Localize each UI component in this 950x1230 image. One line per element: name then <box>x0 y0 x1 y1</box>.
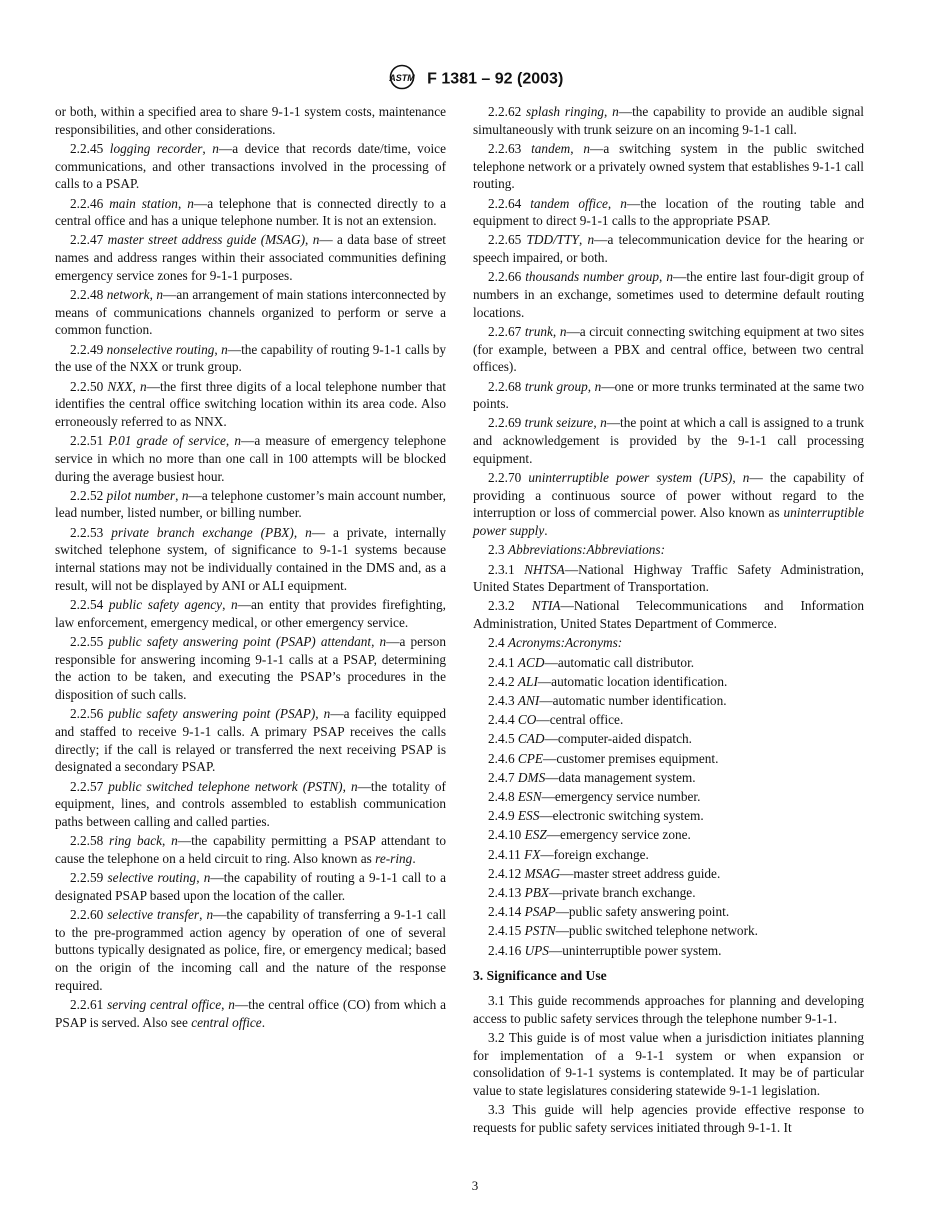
term: private branch exchange (PBX) <box>111 524 294 540</box>
abbreviation-item: 2.4.13 PBX—private branch exchange. <box>488 885 696 901</box>
definition-paragraph: 2.2.67 trunk, n—a circuit connecting switching equipment at two sites (for example, between a PBX and central office, between two central offices). <box>473 323 864 375</box>
definition-paragraph: 2.2.46 main station, n—a telephone that is connected directly to a central office and has a unique telephone number. It is not an extension. <box>55 195 446 229</box>
abbreviation-item: 2.4.5 CAD—computer-aided dispatch. <box>488 731 692 747</box>
abbreviations-heading-label: Abbreviations:Abbreviations: <box>507 542 666 558</box>
definition-paragraph: 2.2.70 uninterruptible power system (UPS), n— the capability of providing a continuous source of power without regard to the interruption or loss of commercial power. Also known as uninterruptible power supply. <box>473 470 864 539</box>
part-of-speech: n <box>231 596 238 612</box>
term: splash ringing <box>526 104 604 119</box>
term: pilot number <box>106 487 176 503</box>
astm-logo-icon <box>387 64 417 95</box>
section-paragraph: 3.1 This guide recommends approaches for planning and developing access to public safety services through the telephone number 9-1-1. <box>473 993 864 1026</box>
term: thousands number group <box>525 269 660 285</box>
abbreviation: NTIA <box>531 598 561 614</box>
acronyms-heading: 2.4 Acronyms:Acronyms: <box>488 635 623 651</box>
abbreviations-heading: 2.3 Abbreviations:Abbreviations: <box>488 542 666 558</box>
abbreviation: ESZ <box>524 827 547 843</box>
part-of-speech: n <box>228 996 235 1012</box>
part-of-speech: n <box>171 833 178 849</box>
abbreviation: FX <box>524 846 541 862</box>
abbreviation-item: 2.4.14 PSAP—public safety answering point. <box>488 904 730 920</box>
term: tandem office <box>530 195 608 211</box>
term: public safety answering point (PSAP) attendant <box>108 633 372 649</box>
term: selective routing <box>107 870 197 886</box>
abbreviation-item: 2.4.16 UPS—uninterruptible power system. <box>488 942 722 958</box>
part-of-speech: n <box>594 378 602 394</box>
cross-reference: re-ring <box>375 850 413 866</box>
page-header <box>0 64 950 95</box>
abbreviation: PBX <box>524 885 549 901</box>
definition-paragraph: 2.2.59 selective routing, n—the capability of routing a 9-1-1 call to a designated PSAP based upon the location of the caller. <box>55 870 446 903</box>
abbreviation-item: 2.4.4 CO—central office. <box>488 712 624 728</box>
document-designation: F 1381 – 92 (2003) <box>427 70 564 88</box>
definition-paragraph: 2.2.55 public safety answering point (PSAP) attendant, n—a person responsible for answering incoming 9-1-1 calls at a PSAP, determining the action to be taken, and executing the PSAP’s procedures in the disposition of such calls. <box>55 633 446 702</box>
abbreviation: CPE <box>517 750 544 766</box>
abbreviation-item: 2.3.2 NTIA—National Telecommunications and Information Administration, United States Department of Commerce. <box>473 598 864 632</box>
cross-reference: uninterruptible power supply <box>473 505 864 539</box>
term: tandem <box>531 140 571 156</box>
part-of-speech: n <box>305 524 312 540</box>
definition-paragraph: 2.2.66 thousands number group, n—the entire last four-digit group of numbers in an exchange, sometimes used to determine default routing locations. <box>473 269 864 320</box>
abbreviation-item: 2.4.12 MSAG—master street address guide. <box>488 865 721 881</box>
part-of-speech: n <box>221 341 228 357</box>
definition-paragraph: 2.2.54 public safety agency, n—an entity that provides firefighting, law enforcement, emergency medical, or other emergency service. <box>55 596 446 630</box>
part-of-speech: n <box>156 287 164 303</box>
term: trunk <box>524 323 553 339</box>
part-of-speech: n <box>139 378 147 394</box>
abbreviation-item: 2.4.7 DMS—data management system. <box>488 769 696 785</box>
part-of-speech: n <box>312 232 320 248</box>
part-of-speech: n <box>212 140 219 156</box>
part-of-speech: n <box>583 140 591 156</box>
definition-paragraph: 2.2.62 splash ringing, n—the capability to provide an audible signal simultaneously with trunk seizure on an incoming 9-1-1 call. <box>473 104 864 137</box>
part-of-speech: n <box>323 706 331 722</box>
term: public switched telephone network (PSTN) <box>108 778 343 794</box>
page-number: 3 <box>471 1178 479 1193</box>
definition-paragraph: 2.2.48 network, n—an arrangement of main stations interconnected by means of communications channels organized to perform or serve a common function. <box>55 287 446 338</box>
abbreviation-item: 2.4.11 FX—foreign exchange. <box>488 846 649 862</box>
term: master street address guide (MSAG) <box>107 232 306 248</box>
part-of-speech: n <box>203 870 211 886</box>
definition-paragraph: 2.2.60 selective transfer, n—the capability of transferring a 9-1-1 call to the pre-programmed action agency by operation of one of several buttons typically designated as police, fire, or emergency medical; based on the origin of the incoming call and the nature of the response required. <box>55 906 446 993</box>
part-of-speech: n <box>600 415 607 431</box>
term: NXX <box>107 378 133 394</box>
term: P.01 grade of service <box>108 433 226 449</box>
definition-paragraph: 2.2.52 pilot number, n—a telephone customer’s main account number, lead number, listed number, or billing number. <box>55 487 446 521</box>
abbreviation: CAD <box>517 731 545 747</box>
part-of-speech: n <box>612 104 619 119</box>
abbreviation: ACD <box>517 654 545 670</box>
part-of-speech: n <box>559 323 567 339</box>
term: logging recorder <box>109 140 203 156</box>
part-of-speech: n <box>666 269 674 285</box>
definition-paragraph: 2.2.47 master street address guide (MSAG), n— a data base of street names and address ranges within their associated communities defining emergency service zones for 9-1-1 purposes. <box>55 232 446 283</box>
term: serving central office <box>107 996 222 1012</box>
definition-paragraph: 2.2.57 public switched telephone network (PSTN), n—the totality of equipment, lines, and controls assembled to establish communication paths between calling and called parties. <box>55 778 446 829</box>
part-of-speech: n <box>587 232 595 248</box>
abbreviation-item: 2.4.1 ACD—automatic call distributor. <box>488 654 695 670</box>
abbreviation: CO <box>517 712 537 728</box>
right-column <box>473 103 864 1138</box>
part-of-speech: n <box>206 906 214 922</box>
part-of-speech: n <box>187 195 194 211</box>
term: main station <box>109 195 178 211</box>
term: public safety answering point (PSAP) <box>108 706 316 722</box>
definition-paragraph: 2.2.51 P.01 grade of service, n—a measure of emergency telephone service in which no more than one call in 100 attempts will be blocked during the average busiest hour. <box>55 433 446 484</box>
definition-paragraph: 2.2.56 public safety answering point (PSAP), n—a facility equipped and staffed to receive 9-1-1 calls. A primary PSAP receives the calls directly; if the call is relayed or transferred the next receiving PSAP is designated a secondary PSAP. <box>55 706 446 775</box>
definition-paragraph: 2.2.61 serving central office, n—the central office (CO) from which a PSAP is served. Also see central office. <box>55 996 446 1030</box>
definition-paragraph: 2.2.68 trunk group, n—one or more trunks terminated at the same two points. <box>473 378 864 412</box>
definition-paragraph: 2.2.69 trunk seizure, n—the point at which a call is assigned to a trunk and acknowledgement is provided by the 9-1-1 call processing equipment. <box>473 415 864 466</box>
abbreviation: NHTSA <box>524 561 565 577</box>
abbreviation: PSTN <box>524 923 556 939</box>
abbreviation: MSAG <box>524 865 561 881</box>
part-of-speech: n <box>234 433 242 449</box>
term: network <box>106 287 150 303</box>
part-of-speech: n <box>742 470 750 486</box>
abbreviation: ESN <box>517 789 542 805</box>
cross-reference: central office <box>191 1014 262 1030</box>
term: selective transfer <box>107 906 200 922</box>
abbreviation: DMS <box>517 769 546 785</box>
term: public safety agency <box>108 596 223 612</box>
term: trunk group <box>524 378 588 394</box>
section-heading: 3. Significance and Use <box>473 968 607 984</box>
abbreviation-item: 2.4.2 ALI—automatic location identification. <box>488 673 728 689</box>
part-of-speech: n <box>379 633 387 649</box>
term: TDD/TTY <box>526 232 579 248</box>
term: nonselective routing <box>106 341 215 357</box>
abbreviation: UPS <box>524 942 549 958</box>
abbreviation-item: 2.4.9 ESS—electronic switching system. <box>488 808 704 824</box>
abbreviation-item: 2.4.8 ESN—emergency service number. <box>488 789 701 805</box>
section-paragraph: 3.2 This guide is of most value when a jurisdiction initiates planning for implementation of a 9-1-1 system or when expansion or consolidation of 9-1-1 systems is contemplated. It may be of particular value to state legislatures considering statewide 9-1-1 legislation. <box>473 1029 864 1099</box>
definition-paragraph: 2.2.65 TDD/TTY, n—a telecommunication device for the hearing or speech impaired, or both. <box>473 232 864 266</box>
term: ring back <box>109 833 163 849</box>
definition-paragraph: 2.2.49 nonselective routing, n—the capability of routing 9-1-1 calls by the use of the NXX or trunk group. <box>55 341 447 375</box>
abbreviation-item: 2.4.6 CPE—customer premises equipment. <box>488 750 719 766</box>
term: uninterruptible power system (UPS) <box>528 470 733 486</box>
section-paragraph: 3.3 This guide will help agencies provide effective response to requests for public safety services initiated through 9-1-1. It <box>473 1102 864 1135</box>
definition-paragraph: or both, within a specified area to share 9-1-1 system costs, maintenance responsibilities, and other considerations. <box>55 104 446 137</box>
abbreviation-item: 2.4.10 ESZ—emergency service zone. <box>488 827 691 843</box>
left-column <box>55 103 446 1033</box>
definition-paragraph: 2.2.50 NXX, n—the first three digits of a local telephone number that identifies the central office switching location within its area code. Also erroneously referred to as NNX. <box>55 378 446 429</box>
acronyms-heading-label: Acronyms:Acronyms: <box>507 635 623 651</box>
definition-paragraph: 2.2.45 logging recorder, n—a device that records date/time, voice communications, and other transactions involved in the processing of calls to a PSAP. <box>55 140 446 192</box>
abbreviation: PSAP <box>524 904 556 920</box>
part-of-speech: n <box>620 195 627 211</box>
abbreviation-item: 2.3.1 NHTSA—National Highway Traffic Safety Administration, United States Department of Transportation. <box>473 561 864 595</box>
abbreviation: ANI <box>517 693 540 708</box>
definition-paragraph: 2.2.58 ring back, n—the capability permitting a PSAP attendant to cause the telephone on a held circuit to ring. Also known as re-ring. <box>55 833 446 866</box>
part-of-speech: n <box>181 487 189 503</box>
abbreviation: ALI <box>517 673 538 689</box>
abbreviation: ESS <box>517 808 540 824</box>
term: trunk seizure <box>524 415 594 431</box>
abbreviation-item: 2.4.15 PSTN—public switched telephone network. <box>488 923 758 939</box>
svg-text:ASTM: ASTM <box>388 73 415 83</box>
abbreviation-item: 2.4.3 ANI—automatic number identification. <box>488 693 727 708</box>
part-of-speech: n <box>350 778 358 794</box>
definition-paragraph: 2.2.53 private branch exchange (PBX), n— a private, internally switched telephone system, of significance to 9-1-1 systems because internal stations may not be individually contained in the DMS and, as a result, will not be displayed by ANI or ALI equipment. <box>55 524 446 593</box>
definition-paragraph: 2.2.64 tandem office, n—the location of the routing table and equipment to direct 9-1-1 calls to the appropriate PSAP. <box>473 195 864 229</box>
definition-paragraph: 2.2.63 tandem, n—a switching system in the public switched telephone network or a privately owned system that establishes 9-1-1 call routing. <box>473 140 864 192</box>
